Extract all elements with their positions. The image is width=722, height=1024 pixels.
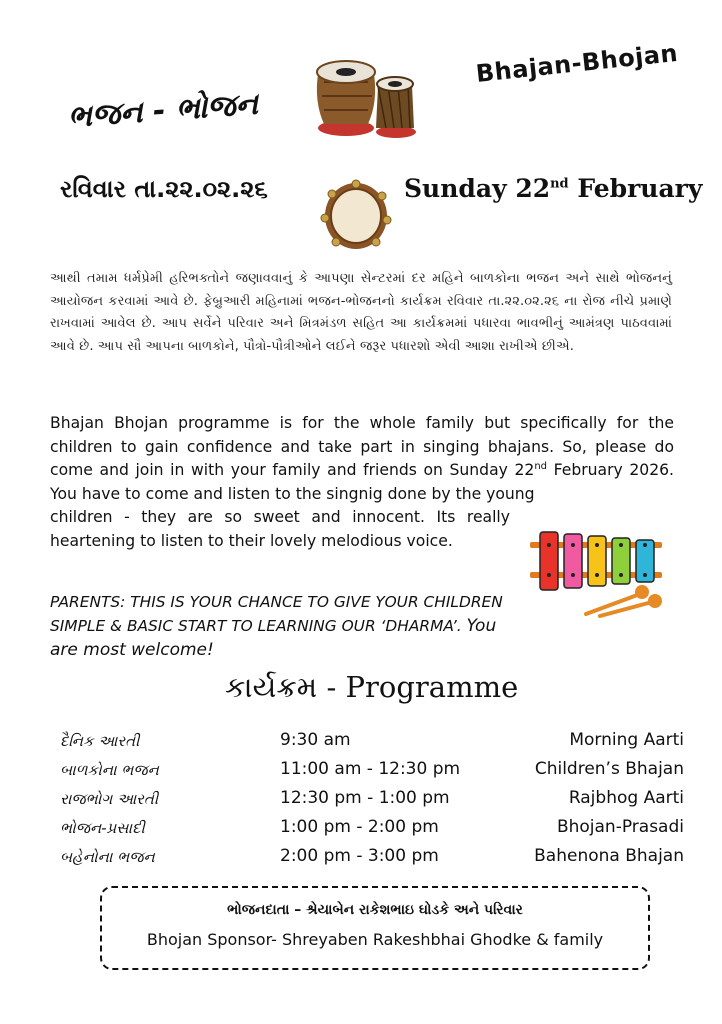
programme-heading-separator: - (317, 670, 346, 704)
programme-row (60, 786, 684, 815)
row-gujarati-label: બહેનોના ભજન (60, 848, 155, 866)
row-time: 12:30 pm - 1:00 pm (280, 788, 450, 808)
row-time: 1:00 pm - 2:00 pm (280, 817, 439, 837)
sponsor-gujarati: ભોજનદાતા – શ્રેયાબેન રાકેશભાઇ ઘોડકે અને પરિવાર (227, 902, 523, 918)
programme-row (60, 844, 684, 873)
programme-heading (225, 670, 518, 705)
sponsor-english: Bhojan Sponsor- Shreyaben Rakeshbhai Ghodke & family (146, 930, 604, 949)
programme-table (60, 728, 684, 873)
parents-note-text: PARENTS: THIS IS YOUR CHANCE TO GIVE YOUR CHILDREN SIMPLE & BASIC START TO LEARNING OUR ‘DHARMA’. (50, 593, 503, 635)
programme-row (60, 815, 684, 844)
english-text-part1: Bhajan Bhojan programme is for the whole family but specifically for the children to gain confidence and take part in singing bhajans. So, please do come and join in with your family and friends on Sunday 22 (50, 414, 674, 480)
gujarati-date: રવિવાર તા.૨૨.૦૨.૨૬ (60, 175, 268, 203)
row-gujarati-label: રાજભોગ આરતી (60, 790, 159, 808)
english-ordinal: nd (534, 461, 548, 472)
row-time: 11:00 am - 12:30 pm (280, 759, 461, 779)
row-english-label: Bahenona Bhajan (534, 846, 684, 866)
programme-heading-gujarati: કાર્યક્રમ (225, 670, 318, 704)
row-english-label: Bhojan-Prasadi (556, 817, 684, 837)
programme-heading-english: Programme (345, 670, 519, 704)
english-text-part2: February 2026. You have to come and listen to the singnig done by the young (50, 461, 674, 503)
row-time: 9:30 am (280, 730, 351, 750)
english-date (404, 174, 702, 203)
gujarati-title: ભજન - ભોજન (66, 86, 260, 135)
english-title: Bhajan-Bhojan (474, 38, 680, 88)
tambourine-icon (320, 176, 392, 252)
date-day: Sunday 22 (404, 174, 551, 203)
gujarati-paragraph: આથી તમામ ધર્મપ્રેમી હરિભક્તોને જણાવવાનું કે આપણા સેન્ટરમાં દર મહિને બાળકોના ભજન અને સાથે ભોજનનું આયોજન કરવામાં આવે છે. ફેબ્રુઆરી મહિનામાં ભજન-ભોજનનો કાર્યક્રમ રવિવાર તા.૨૨.૦૨.૨૬ ના રોજ નીચે પ્રમાણે રાખવામાં આવેલ છે. આપ સર્વેને પરિવાર અને મિત્રમંડળ સહિત આ કાર્યક્રમમાં પધારવા ભાવભીનું આમંત્રણ પાઠવવામાં આવે છે. આપ સૌ આપના બાળકોને, પૌત્રો-પૌત્રીઓને લઈને જરૂર પધારશો એવી આશા રાખીએ છીએ. (50, 271, 672, 354)
xylophone-icon (528, 528, 668, 620)
tabla-icon (310, 52, 420, 144)
date-ordinal: nd (550, 176, 569, 192)
row-time: 2:00 pm - 3:00 pm (280, 846, 439, 866)
date-month: February (568, 174, 703, 203)
english-text-part3: children - they are so sweet and innocent. Its really heartening to listen to their lovely melodious voice. (50, 508, 510, 550)
row-english-label: Children’s Bhajan (534, 759, 684, 779)
programme-row (60, 728, 684, 757)
row-gujarati-label: બાળકોના ભજન (60, 761, 159, 779)
row-english-label: Rajbhog Aarti (568, 788, 684, 808)
row-english-label: Morning Aarti (569, 730, 684, 750)
row-gujarati-label: ભોજન-પ્રસાદી (60, 819, 145, 837)
row-gujarati-label: દૈનિક આરતી (60, 732, 140, 750)
parents-note (50, 590, 520, 662)
programme-row (60, 757, 684, 786)
welcome-text: You are most welcome! (50, 616, 497, 660)
sponsor-box (100, 886, 650, 970)
